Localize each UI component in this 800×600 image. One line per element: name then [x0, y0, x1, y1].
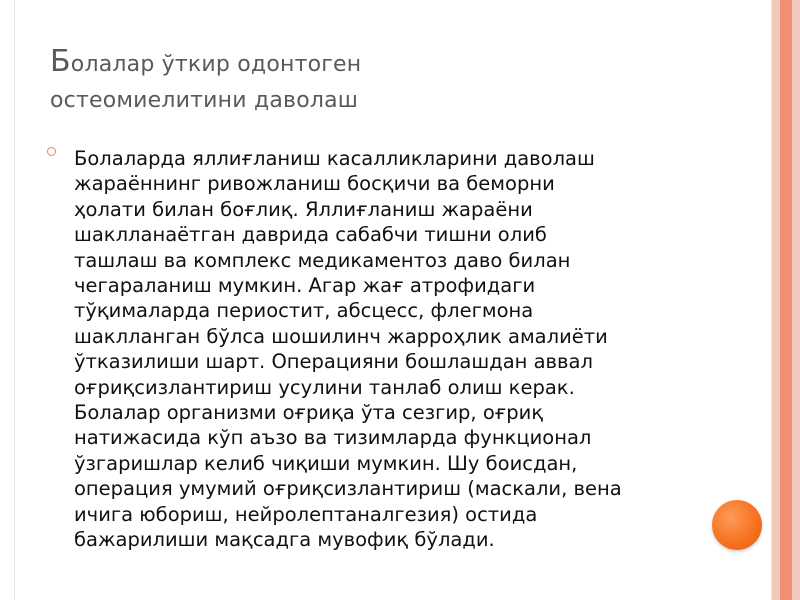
right-decorative-stripe: [780, 0, 792, 600]
body-line: тўқималарда периостит, абсцесс, флегмона: [74, 299, 534, 323]
slide-title: [50, 44, 740, 119]
body-line: ҳолати билан боғлиқ. Яллиғланиш жараёни: [74, 197, 533, 221]
body-line: бажарилиши мақсадга мувофиқ бўлади.: [74, 528, 495, 552]
body-line: чегараланиш мумкин. Агар жағ атрофидаги: [74, 274, 536, 298]
body-line: операция умумий оғриқсизлантириш (маскали, вена: [74, 477, 622, 501]
body-line: жараённинг ривожланиш босқичи ва беморни: [74, 172, 555, 196]
body-line: шаклланган бўлса шошилинч жарроҳлик амалиёти: [74, 324, 608, 348]
body-line: Болалар организми оғриқа ўта сезгир, оғриқ: [74, 401, 544, 425]
orange-circle-decoration: [712, 500, 762, 550]
body-line: оғриқсизлантириш усулини танлаб олиш керак.: [74, 375, 575, 399]
bullet-paragraph: [74, 146, 714, 553]
body-line: ўтказилиши шарт. Операцияни бошлашдан аввал: [74, 350, 593, 374]
body-line: ичига юбориш, нейролептаналгезия) остида: [74, 502, 538, 526]
title-line-1: [50, 44, 740, 83]
body-line: Болаларда яллиғланиш касалликларини даволаш: [74, 147, 595, 170]
title-line-2: остеомиелитини даволаш: [50, 88, 359, 113]
body-line: ўзгаришлар келиб чиқиши мумкин. Шу боисдан,: [74, 451, 578, 475]
bullet-ring-icon: [47, 147, 56, 156]
body-line: ташлаш ва комплекс медикаментоз даво билан: [74, 248, 571, 272]
body-line: натижасида кўп аъзо ва тизимларда функционал: [74, 426, 592, 450]
body-line: шаклланаётган даврида сабабчи тишни олиб: [74, 223, 547, 247]
title-line-1-text: олалар ўткир одонтоген: [70, 52, 362, 77]
title-initial-letter: Б: [50, 44, 71, 79]
